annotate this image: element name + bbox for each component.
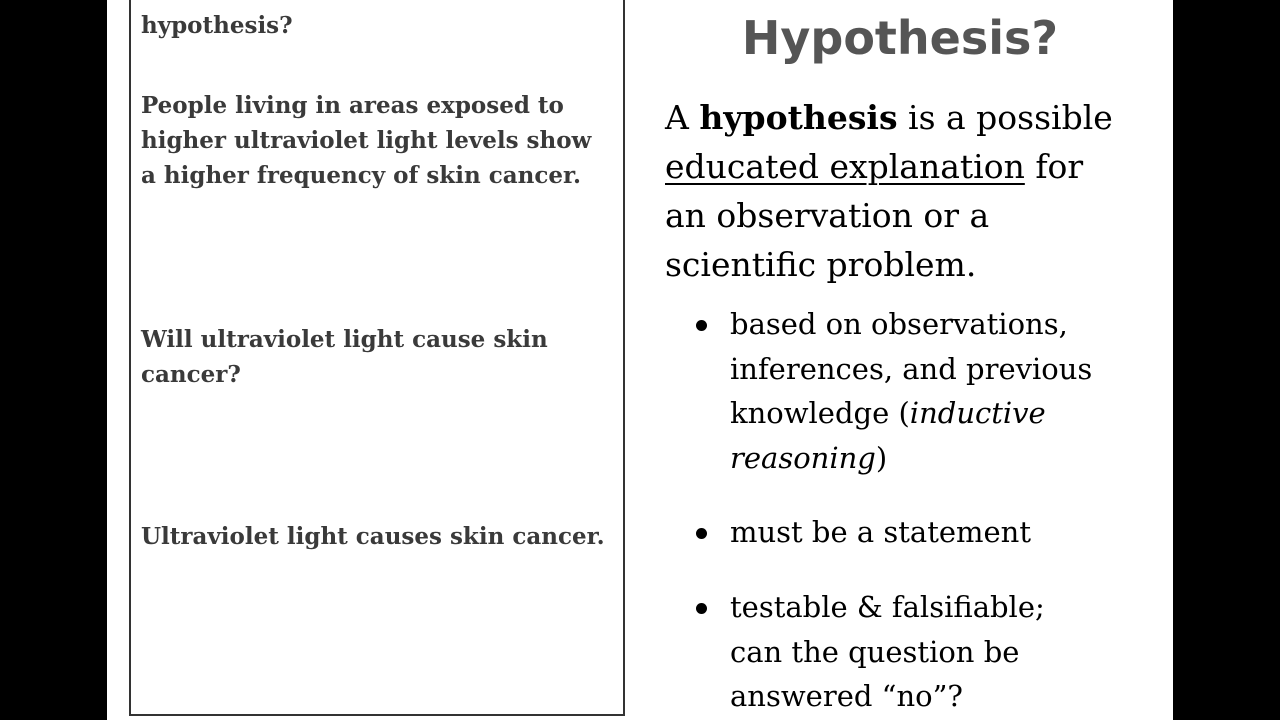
bullet-dot bbox=[696, 320, 707, 331]
bullet-item bbox=[700, 302, 1092, 480]
definition-line: an observation or a bbox=[665, 196, 990, 235]
bullet-line: must be a statement bbox=[730, 515, 1032, 549]
definition-after-underline: for bbox=[1035, 147, 1084, 186]
examples-box bbox=[129, 0, 625, 716]
bullet-item bbox=[700, 510, 1031, 555]
bullet-line: can the question be bbox=[730, 634, 1020, 669]
definition-article: A bbox=[665, 98, 689, 137]
bullet-text: ) bbox=[875, 440, 888, 475]
hypothesis-definition bbox=[665, 93, 1155, 289]
definition-line: scientific problem. bbox=[665, 245, 977, 284]
observation-line: a higher frequency of skin cancer. bbox=[141, 162, 581, 189]
bullet-dot bbox=[696, 528, 707, 539]
hypothesis-text: Ultraviolet light causes skin cancer. bbox=[141, 523, 605, 550]
bullet-item bbox=[700, 585, 1045, 719]
question-line: cancer? bbox=[141, 361, 241, 388]
bullet-line: based on observations, bbox=[730, 307, 1068, 341]
slide bbox=[107, 0, 1173, 720]
bullet-line bbox=[730, 436, 1092, 481]
bullet-line: inferences, and previous bbox=[730, 351, 1093, 386]
observation-line: People living in areas exposed to bbox=[141, 92, 564, 119]
bullet-dot bbox=[696, 603, 707, 614]
question-line: Will ultraviolet light cause skin bbox=[141, 326, 548, 353]
bullet-italic: inductive bbox=[909, 396, 1046, 430]
definition-underlined: educated explanation bbox=[665, 147, 1025, 186]
heading-fragment: hypothesis? bbox=[141, 12, 293, 39]
bullet-line bbox=[730, 391, 1092, 436]
bullet-line: answered “no”? bbox=[730, 679, 963, 713]
definition-term: hypothesis bbox=[699, 98, 898, 137]
observation-line: higher ultraviolet light levels show bbox=[141, 127, 592, 154]
bullet-italic: reasoning bbox=[730, 440, 876, 475]
bullet-line: testable & falsifiable; bbox=[730, 590, 1045, 624]
bullet-text: knowledge ( bbox=[730, 396, 910, 430]
page-title: Hypothesis? bbox=[741, 11, 1059, 65]
definition-middle: is a possible bbox=[908, 98, 1113, 137]
